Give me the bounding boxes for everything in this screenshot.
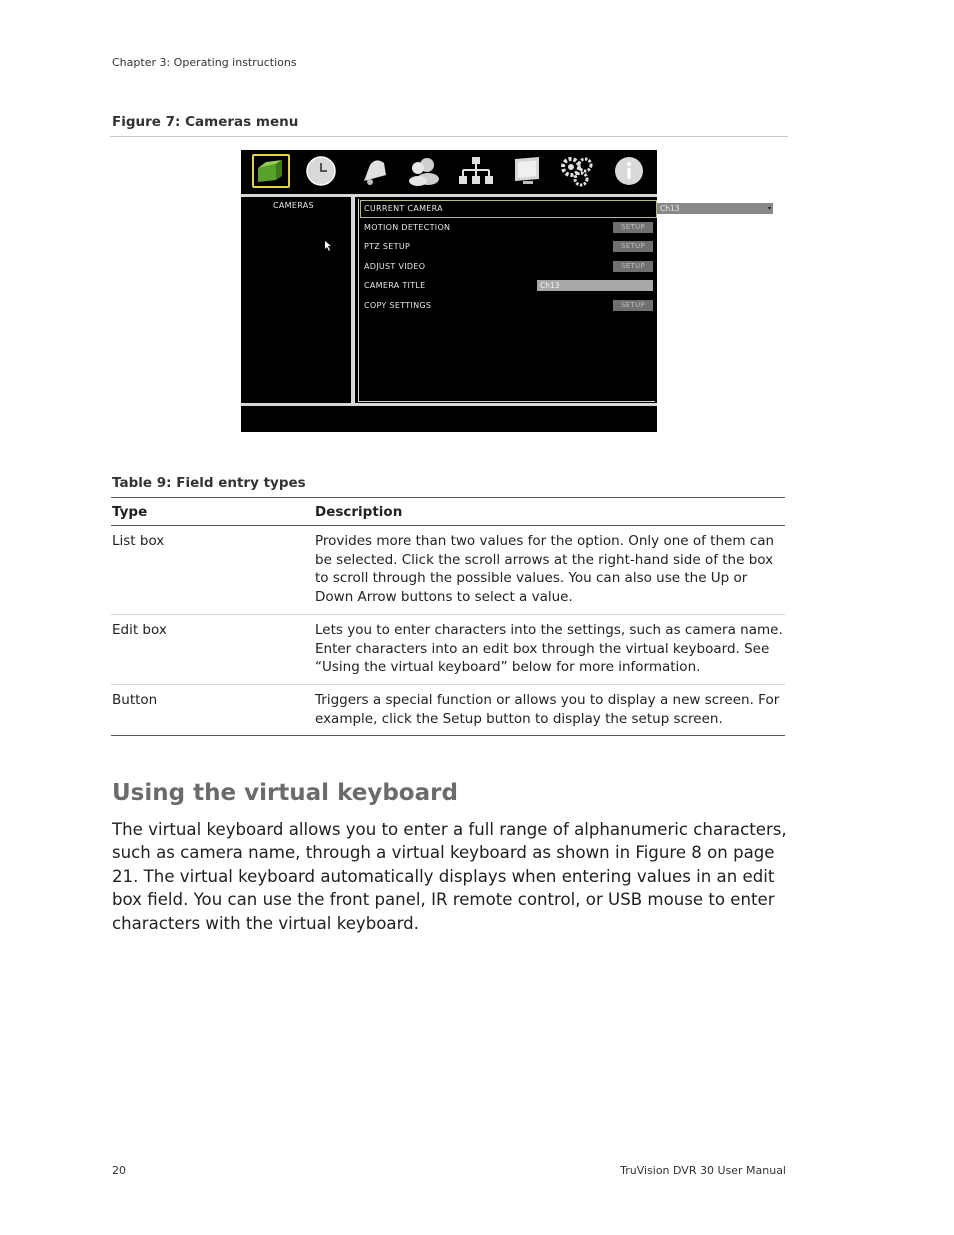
gears-icon[interactable]	[561, 155, 593, 187]
cell-description: Lets you to enter characters into the settings, such as camera name. Enter characters into an edit box through the virtual keyboard. See “Using the virtual keyboard” below for more information.	[314, 614, 785, 684]
row-ptz-setup	[361, 239, 656, 255]
section-title: Using the virtual keyboard	[112, 780, 458, 806]
dropdown-arrow-icon: ▾	[767, 205, 771, 212]
row-label: ADJUST VIDEO	[364, 262, 426, 271]
manual-title: TruVision DVR 30 User Manual	[620, 1164, 786, 1177]
section-body: The virtual keyboard allows you to enter a full range of alphanumeric characters, such as camera name, through a virtual keyboard as shown in Figure 8 on page 21. The virtual keyboard automatically displays when entering values in an edit box field. You can use the front panel, IR remote control, or USB mouse to enter characters with the virtual keyboard.	[112, 820, 787, 933]
row-label: PTZ SETUP	[364, 242, 411, 251]
table-row	[111, 526, 785, 615]
motion-detection-setup-button[interactable]: SETUP	[613, 222, 653, 233]
row-adjust-video	[361, 259, 656, 275]
ptz-setup-button[interactable]: SETUP	[613, 241, 653, 252]
row-label: CAMERA TITLE	[364, 281, 426, 290]
menu-divider	[351, 197, 355, 403]
mouse-cursor-icon	[325, 236, 333, 255]
row-motion-detection	[361, 220, 656, 236]
column-header-type: Type	[111, 498, 314, 526]
current-camera-listbox[interactable]	[657, 203, 773, 214]
copy-settings-setup-button[interactable]: SETUP	[613, 300, 653, 311]
dvr-toolbar	[241, 150, 657, 192]
running-header: Chapter 3: Operating instructions	[112, 56, 297, 69]
cell-description: Provides more than two values for the option. Only one of them can be selected. Click the scroll arrows at the right-hand side of the box to scroll through the possible values. You can also use the Up or Down Arrow buttons to select a value.	[314, 526, 785, 615]
figure-caption: Figure 7: Cameras menu	[112, 114, 299, 130]
cell-type: List box	[111, 526, 314, 615]
table-caption: Table 9: Field entry types	[112, 475, 306, 491]
info-icon[interactable]	[613, 155, 645, 187]
row-label: CURRENT CAMERA	[364, 204, 443, 213]
row-camera-title	[361, 278, 656, 294]
page-number: 20	[112, 1164, 126, 1177]
users-icon[interactable]	[408, 155, 440, 187]
field-entry-types-table	[111, 497, 785, 736]
adjust-video-setup-button[interactable]: SETUP	[613, 261, 653, 272]
cell-description: Triggers a special function or allows you to display a new screen. For example, click the Setup button to display the setup screen.	[314, 684, 785, 735]
monitor-icon[interactable]	[511, 155, 543, 187]
camera-icon[interactable]	[252, 154, 290, 188]
cell-type: Edit box	[111, 614, 314, 684]
dvr-left-menu	[241, 197, 351, 403]
cell-type: Button	[111, 684, 314, 735]
dvr-status-bar	[241, 406, 657, 432]
listbox-value: Ch13	[660, 204, 680, 213]
row-label: COPY SETTINGS	[364, 301, 432, 310]
row-current-camera[interactable]	[361, 201, 771, 217]
clock-icon[interactable]	[305, 155, 337, 187]
row-label: MOTION DETECTION	[364, 223, 451, 232]
column-header-description: Description	[314, 498, 785, 526]
alarm-bell-icon[interactable]	[358, 155, 390, 187]
camera-title-editbox[interactable]: Ch13	[537, 280, 653, 291]
cameras-menu-screenshot	[241, 150, 771, 432]
table-row	[111, 614, 785, 684]
figure-rule	[110, 136, 788, 137]
table-row	[111, 684, 785, 735]
table-header-row	[111, 498, 785, 526]
left-menu-item-cameras[interactable]: CAMERAS	[273, 201, 314, 210]
row-copy-settings	[361, 298, 656, 314]
network-icon[interactable]	[460, 155, 492, 187]
